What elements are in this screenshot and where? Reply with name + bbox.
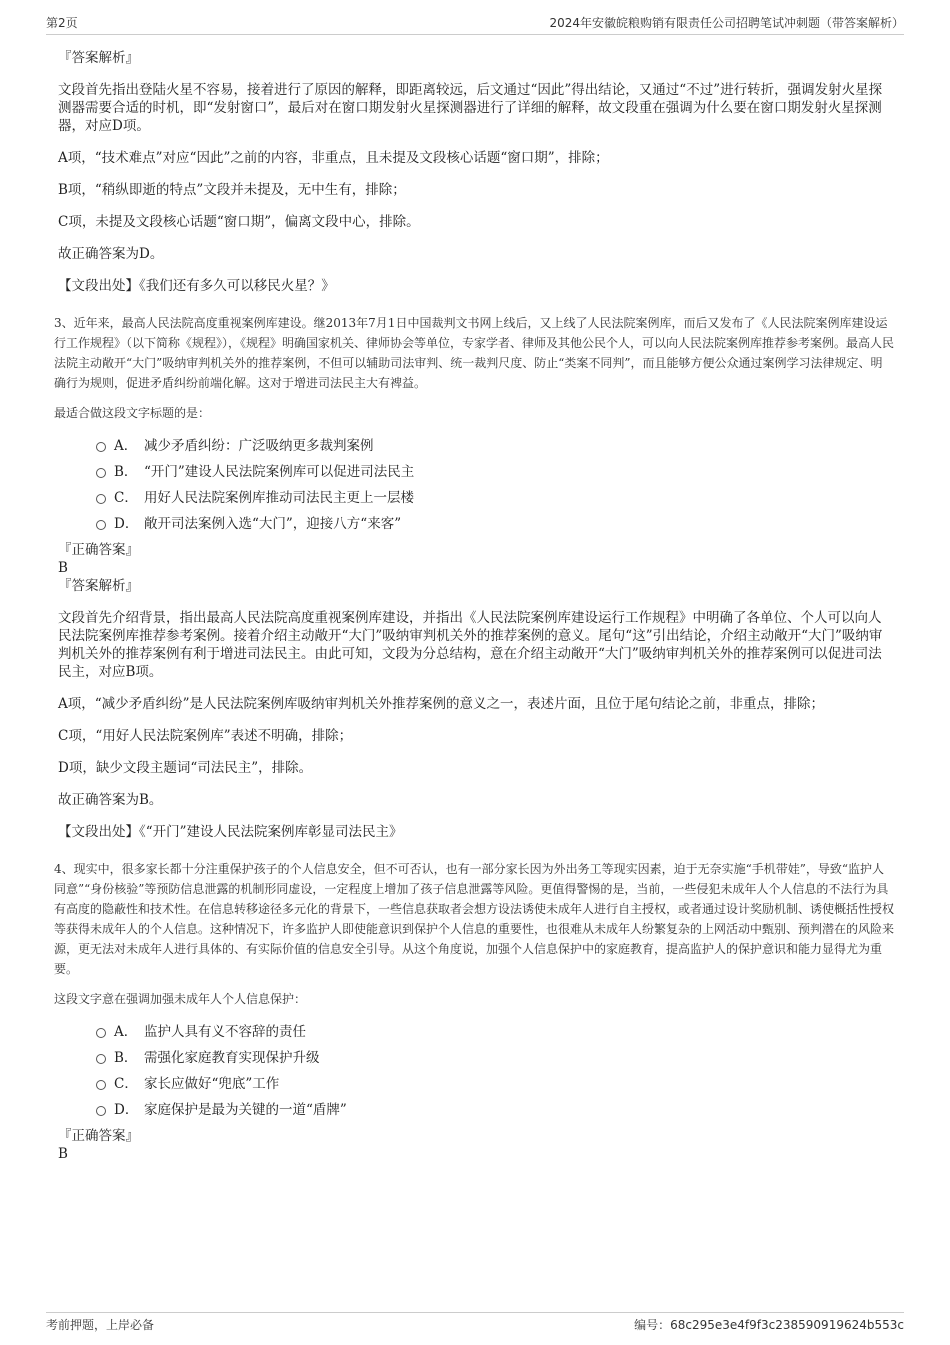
- radio-button[interactable]: [96, 520, 106, 530]
- option-a[interactable]: A． 监护人具有义不容辞的责任: [58, 1019, 894, 1045]
- radio-button[interactable]: [96, 494, 106, 504]
- correct-answer: B: [58, 1146, 68, 1162]
- question-4-options: [58, 1019, 894, 1123]
- analysis-label: 『答案解析』: [58, 578, 139, 594]
- analysis-option-c: C项，未提及文段核心话题“窗口期”，偏离文段中心，排除。: [58, 214, 420, 230]
- correct-answer-label: 『正确答案』: [58, 1128, 139, 1144]
- radio-button[interactable]: [96, 1028, 106, 1038]
- question-3-prompt: 最适合做这段文字标题的是：: [54, 406, 211, 420]
- document-id: 编号：68c295e3e4f9f3c238590919624b553c: [634, 1318, 904, 1332]
- option-text: 敞开司法案例入选“大门”，迎接八方“来客”: [144, 516, 402, 532]
- analysis-label: 『答案解析』: [58, 50, 139, 66]
- analysis-option-a: A项，“减少矛盾纠纷”是人民法院案例库吸纳审判机关外推荐案例的意义之一，表述片面，且位于尾句结论之前，非重点，排除；: [58, 696, 825, 712]
- option-d[interactable]: D． 家庭保护是最为关键的一道“盾牌”: [58, 1097, 894, 1123]
- document-title: 2024年安徽皖粮购销有限责任公司招聘笔试冲刺题（带答案解析）: [549, 16, 904, 30]
- option-text: 家长应做好“兜底”工作: [144, 1076, 280, 1092]
- analysis-option-c: C项，“用好人民法院案例库”表述不明确，排除；: [58, 728, 353, 744]
- page-header: [46, 14, 904, 35]
- analysis-text: 文段首先指出登陆火星不容易，接着进行了原因的解释，即距离较远，后文通过“因此”得出结论，又通过“不过”进行转折，强调发射火星探测器需要合适的时机，即“发射窗口”，最后对在窗口期发射火星探测器进行了详细的解释，故文段重在强调为什么要在窗口期发射火星探测器，对应D项。: [58, 82, 883, 134]
- analysis-text: 文段首先介绍背景，指出最高人民法院高度重视案例库建设，并指出《人民法院案例库建设运行工作规程》中明确了各单位、个人可以向人民法院案例库推荐参考案例。接着介绍主动敞开“大门”吸纳审判机关外的推荐案例的意义。尾句“这”引出结论，介绍主动敞开“大门”吸纳审判机关外的推荐案例有利于增进司法民主。由此可知，文段为分总结构，意在介绍主动敞开“大门”吸纳审判机关外的推荐案例可以促进司法民主，对应B项。: [58, 610, 883, 680]
- option-b[interactable]: B． 需强化家庭教育实现保护升级: [58, 1045, 894, 1071]
- analysis-option-b: B项，“稍纵即逝的特点”文段并未提及，无中生有，排除；: [58, 182, 406, 198]
- radio-button[interactable]: [96, 442, 106, 452]
- correct-answer: B: [58, 560, 68, 576]
- question-4-prompt: 这段文字意在强调加强未成年人个人信息保护：: [54, 992, 307, 1006]
- option-text: 家庭保护是最为关键的一道“盾牌”: [144, 1102, 347, 1118]
- option-b[interactable]: B． “开门”建设人民法院案例库可以促进司法民主: [58, 459, 894, 485]
- option-text: 用好人民法院案例库推动司法民主更上一层楼: [144, 490, 414, 506]
- source-note: 【文段出处】《我们还有多久可以移民火星？》: [58, 278, 335, 294]
- option-c[interactable]: C． 家长应做好“兜底”工作: [58, 1071, 894, 1097]
- question-4-text: 4、现实中，很多家长都十分注重保护孩子的个人信息安全，但不可否认，也有一部分家长因为外出务工等现实因素，迫于无奈实施“手机带娃”，导致“监护人同意”“身份核验”等预防信息泄露的机制形同虚设，一定程度上增加了孩子信息泄露等风险。更值得警惕的是，当前，一些侵犯未成年人个人信息的不法行为具有高度的隐蔽性和技术性。在信息转移途径多元化的背景下，一些信息获取者会想方设法诱使未成年人进行自主授权，或者通过设计奖励机制、诱使概括性授权等获得未成年人的个人信息。这种情况下，许多监护人即使能意识到保护个人信息的重要性，也很难从未成年人纷繁复杂的上网活动中甄别、预判潜在的风险来源，更无法对未成年人进行具体的、有实际价值的信息安全引导。从这个角度说，加强个人信息保护中的家庭教育，提高监护人的保护意识和能力显得尤为重要。: [54, 862, 895, 976]
- question-3-text: 3、近年来，最高人民法院高度重视案例库建设。继2013年7月1日中国裁判文书网上线后，又上线了人民法院案例库，而后又发布了《人民法院案例库建设运行工作规程》（以下简称《规程》），《规程》明确国家机关、律师协会等单位，专家学者、律师及其他公民个人，可以向人民法院案例库推荐参考案例。最高人民法院主动敞开“大门”吸纳审判机关外的推荐案例，不但可以辅助司法审判、统一裁判尺度、防止“类案不同判”，而且能够方便公众通过案例学习法律规定、明确行为规则，促进矛盾纠纷前端化解。这对于增进司法民主大有裨益。: [54, 316, 895, 390]
- answer-conclusion: 故正确答案为B。: [58, 792, 163, 808]
- question-3-options: [58, 433, 894, 537]
- answer-conclusion: 故正确答案为D。: [58, 246, 164, 262]
- radio-button[interactable]: [96, 1054, 106, 1064]
- option-text: “开门”建设人民法院案例库可以促进司法民主: [144, 464, 415, 480]
- source-note: 【文段出处】《“开门”建设人民法院案例库彰显司法民主》: [58, 824, 403, 840]
- option-text: 监护人具有义不容辞的责任: [144, 1024, 306, 1040]
- option-d[interactable]: D． 敞开司法案例入选“大门”，迎接八方“来客”: [58, 511, 894, 537]
- footer-slogan: 考前押题，上岸必备: [46, 1318, 155, 1332]
- correct-answer-label: 『正确答案』: [58, 542, 139, 558]
- option-c[interactable]: C． 用好人民法院案例库推动司法民主更上一层楼: [58, 485, 894, 511]
- radio-button[interactable]: [96, 468, 106, 478]
- page-number: 第2页: [46, 16, 78, 30]
- analysis-option-d: D项，缺少文段主题词“司法民主”，排除。: [58, 760, 313, 776]
- option-text: 减少矛盾纠纷：广泛吸纳更多裁判案例: [144, 438, 374, 454]
- analysis-option-a: A项，“技术难点”对应“因此”之前的内容，非重点，且未提及文段核心话题“窗口期”，排除；: [58, 150, 609, 166]
- option-text: 需强化家庭教育实现保护升级: [144, 1050, 320, 1066]
- page-content: [54, 44, 895, 1163]
- option-a[interactable]: A． 减少矛盾纠纷：广泛吸纳更多裁判案例: [58, 433, 894, 459]
- radio-button[interactable]: [96, 1106, 106, 1116]
- radio-button[interactable]: [96, 1080, 106, 1090]
- page-footer: [46, 1312, 904, 1336]
